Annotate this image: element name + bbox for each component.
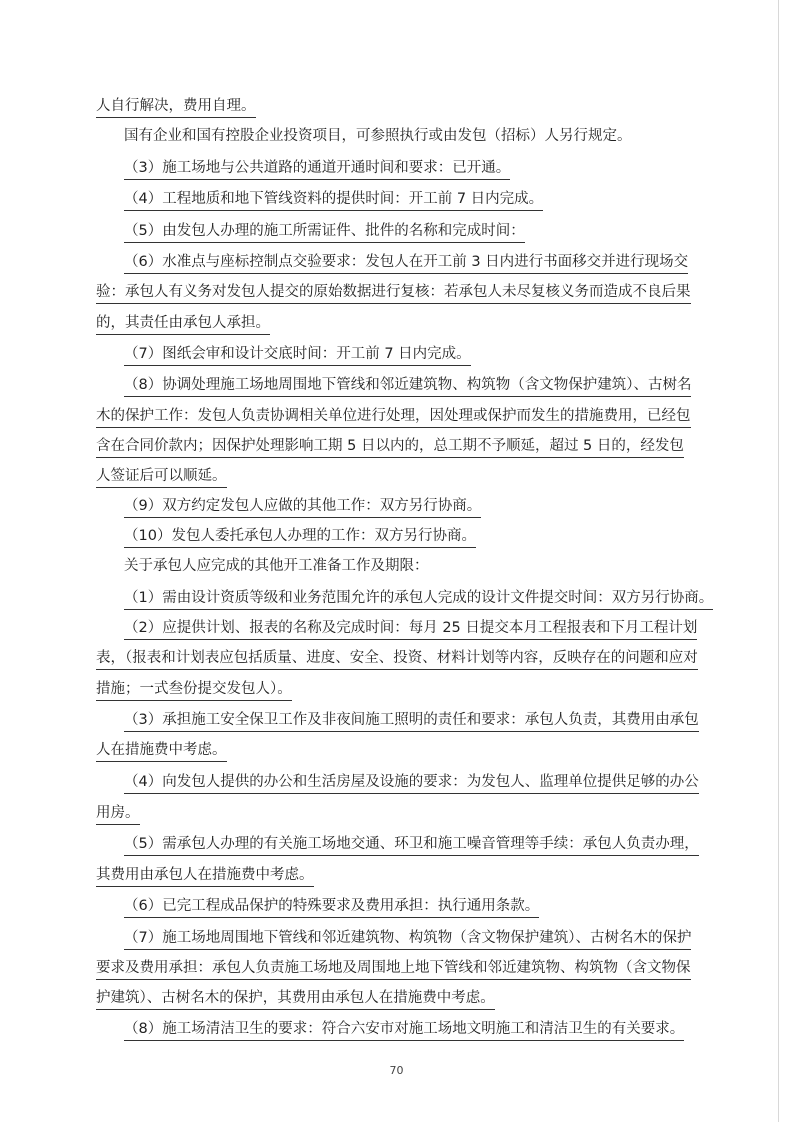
text-line-6: （6）水准点与座标控制点交验要求：发包人在开工前 3 日内进行书面移交并进行现场交 <box>124 252 721 274</box>
text-line-30: 护建筑）、古树名木的保护，其费用由承包人在措施费中考虑。 <box>96 988 721 1010</box>
text-line-16: 关于承包人应完成的其他开工准备工作及期限： <box>124 558 429 574</box>
text-line-1: 人自行解决，费用自理。 <box>96 96 721 118</box>
text-line-17: （1）需由设计资质等级和业务范围允许的承包人完成的设计文件提交时间：双方另行协商。 <box>124 588 721 610</box>
text-line-7: 验：承包人有义务对发包人提交的原始数据进行复核：若承包人未尽复核义务而造成不良后果 <box>96 282 721 304</box>
text-line-28: （7）施工场地周围地下管线和邻近建筑物、构筑物（含文物保护建筑）、古树名木的保护 <box>124 928 721 950</box>
text-line-22: 人在措施费中考虑。 <box>96 740 721 762</box>
text-line-27: （6）已完工程成品保护的特殊要求及费用承担：执行通用条款。 <box>124 896 721 918</box>
text-line-20: 措施；一式叁份提交发包人）。 <box>96 679 721 701</box>
text-line-13: 人签证后可以顺延。 <box>96 466 721 488</box>
text-line-9: （7）图纸会审和设计交底时间：开工前 7 日内完成。 <box>124 344 721 366</box>
page-number: 70 <box>389 1064 404 1077</box>
text-line-2: 国有企业和国有控股企业投资项目，可参照执行或由发包（招标）人另行规定。 <box>124 128 632 144</box>
text-line-12: 含在合同价款内；因保护处理影响工期 5 日以内的，总工期不予顺延，超过 5 日的，经发包 <box>96 436 721 458</box>
text-line-24: 用房。 <box>96 803 721 825</box>
text-line-11: 木的保护工作：发包人负责协调相关单位进行处理，因处理或保护而发生的措施费用，已经包 <box>96 406 721 428</box>
text-line-19: 表，（报表和计划表应包括质量、进度、安全、投资、材料计划等内容，反映存在的问题和应对 <box>96 648 721 670</box>
text-line-23: （4）向发包人提供的办公和生活房屋及设施的要求：为发包人、监理单位提供足够的办公 <box>124 772 721 794</box>
text-line-26: 其费用由承包人在措施费中考虑。 <box>96 865 721 887</box>
text-line-5: （5）由发包人办理的施工所需证件、批件的名称和完成时间： <box>124 221 721 243</box>
text-line-8: 的，其责任由承包人承担。 <box>96 313 721 335</box>
scan-edge-line <box>778 0 779 1122</box>
text-line-21: （3）承担施工安全保卫工作及非夜间施工照明的责任和要求：承包人负责，其费用由承包 <box>124 710 721 732</box>
text-line-4: （4）工程地质和地下管线资料的提供时间：开工前 7 日内完成。 <box>124 189 721 211</box>
text-line-14: （9）双方约定发包人应做的其他工作：双方另行协商。 <box>124 496 721 518</box>
text-line-31: （8）施工场清洁卫生的要求：符合六安市对施工场地文明施工和清洁卫生的有关要求。 <box>124 1019 721 1041</box>
text-line-15: （10）发包人委托承包人办理的工作：双方另行协商。 <box>124 526 721 548</box>
text-line-29: 要求及费用承担：承包人负责施工场地及周围地上地下管线和邻近建筑物、构筑物（含文物保 <box>96 958 721 980</box>
text-line-25: （5）需承包人办理的有关施工场地交通、环卫和施工噪音管理等手续：承包人负责办理， <box>124 834 721 856</box>
text-line-10: （8）协调处理施工场地周围地下管线和邻近建筑物、构筑物（含文物保护建筑）、古树名 <box>124 375 721 397</box>
text-line-3: （3）施工场地与公共道路的通道开通时间和要求：已开通。 <box>124 158 721 180</box>
text-line-18: （2）应提供计划、报表的名称及完成时间：每月 25 日提交本月工程报表和下月工程计划 <box>124 618 721 640</box>
